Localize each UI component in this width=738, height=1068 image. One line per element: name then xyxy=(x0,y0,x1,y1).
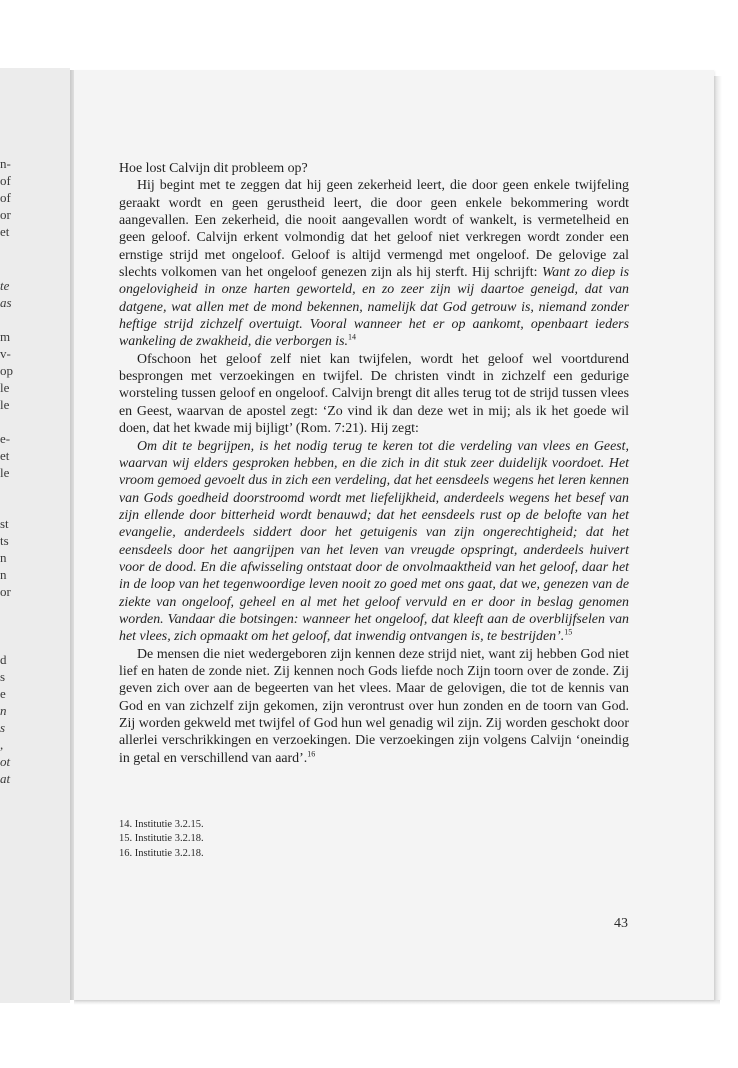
block-quote-text: Om dit te begrijpen, is het nodig terug te keren tot die verdeling van vlees en Geest, waarvan wij elders gesproken hebben, en die zich in dit stuk zeer duidelijk voordoet. Het vroom gemoed gevoelt dus in zich een verdeling, dat het eensdeels wegens het leren kennen van Gods goedheid doorstroomd wordt met liefelijkheid, anderdeels wegens het besef van zijn ellende door bitterheid wordt benauwd; dat het eensdeels rust op de belofte van het evangelie, anderdeels siddert door het getuigenis van zijn ongerechtigheid; dat het eensdeels door het aangrijpen van het leven van vreugde opspringt, anderdeels huivert voor de dood. En die afwisseling ontstaat door de onvolmaaktheid van het geloof, daar het in de loop van het tegenwoordige leven nooit zo goed met ons gaat, dat we, genezen van de ziekte van ongeloof, geheel en al met het geloof vervuld en er door in beslag genomen worden. Vandaar die botsingen: wanneer het ongeloof, dat kleeft aan de overblijfselen van het vlees, zich opmaakt om het geloof, dat inwendig ontvangen is, te bestrijden’. xyxy=(119,438,629,645)
left-fragment: of xyxy=(0,190,11,205)
left-fragment: , xyxy=(0,737,4,752)
left-fragment: n xyxy=(0,550,7,565)
left-fragment: te xyxy=(0,278,10,293)
left-fragment: or xyxy=(0,207,11,222)
left-fragment: at xyxy=(0,771,11,786)
left-fragment: le xyxy=(0,465,10,480)
left-fragment: d xyxy=(0,652,7,667)
footnote-ref-15: 15 xyxy=(564,627,573,637)
left-facing-page xyxy=(0,68,70,1003)
page-stack-bottom-edge xyxy=(74,1000,720,1005)
paragraph-3 xyxy=(119,646,629,767)
paragraph-2: Ofschoon het geloof zelf niet kan twijfelen, wordt het geloof wel voortdurend besprongen met verzoekingen en twijfel. De christen vindt in zichzelf een gedurige worsteling tussen geloof en ongeloof. Calvijn brengt dit alles terug tot de strijd tussen vlees en Geest, waarvan de apostel zegt: ‘Zo vind ik dan deze wet in mij; als ik het goede wil doen, dat het kwade mij bijligt’ (Rom. 7:21). Hij zegt: xyxy=(119,351,629,437)
paragraph-1-text: Hij begint met te zeggen dat hij geen zekerheid leert, die door geen enkele twijfeling geraakt wordt en geen gerustheid leert, die door geen enkele bekommering wordt aangevallen. Een zekerheid, die nooit aangevallen wordt of wankelt, is vermetelheid en geen geloof. Calvijn erkent volmondig dat het geloof niet verkregen wordt zonder een ernstige strijd met ongeloof. Geloof is altijd vermengd met ongeloof. De gelovige zal slechts volkomen van het ongeloof genezen zijn als hij sterft. Hij schrijft: xyxy=(119,178,629,281)
left-fragment: m xyxy=(0,329,11,344)
block-quote xyxy=(119,438,629,646)
left-fragment: or xyxy=(0,584,11,599)
left-fragment: s xyxy=(0,669,6,684)
left-fragment: n- xyxy=(0,156,11,171)
left-fragment: le xyxy=(0,397,10,412)
left-fragment: v- xyxy=(0,346,11,361)
left-fragment: e- xyxy=(0,431,11,446)
left-fragment: ts xyxy=(0,533,9,548)
left-fragment: n xyxy=(0,567,7,582)
footnote-14: 14. Institutie 3.2.15. xyxy=(119,819,204,830)
left-fragment: ot xyxy=(0,754,11,769)
left-fragment: op xyxy=(0,363,13,378)
footnote-16: 16. Institutie 3.2.18. xyxy=(119,847,204,859)
opening-line: Hoe lost Calvijn dit probleem op? xyxy=(119,161,308,176)
footnote-ref-14: 14 xyxy=(348,332,357,342)
left-fragment: n xyxy=(0,703,7,718)
right-page xyxy=(74,70,714,1000)
paragraph-1-quote: Want zo diep is ongelovigheid in onze harten geworteld, en zo zeer zijn wij daartoe geneigd, dat van datgene, wat allen met de mond bekennen, namelijk dat God getrouw is, niemand zonder heftige strijd zichzelf overtuigt. Vooral wanneer het er op aankomt, openbaart ieders wankeling de zwakheid, die verborgen is. xyxy=(119,265,629,350)
footnote-15: 15. Institutie 3.2.18. xyxy=(119,833,204,845)
footnote-ref-16: 16 xyxy=(307,749,316,759)
left-fragment: et xyxy=(0,448,10,463)
page-body-text xyxy=(119,160,629,767)
left-fragment: e xyxy=(0,686,6,701)
left-fragment: st xyxy=(0,516,9,531)
left-fragment: et xyxy=(0,224,10,239)
left-fragment: le xyxy=(0,380,10,395)
footnotes xyxy=(119,818,629,861)
paragraph-1 xyxy=(119,177,629,350)
left-fragment: s xyxy=(0,720,6,735)
paragraph-3-text: De mensen die niet wedergeboren zijn kennen deze strijd niet, want zij hebben God niet lief en haten de zonde niet. Zij kennen noch Gods liefde noch Zijn toorn over de zonde. Zij geven zich over aan de begeerten van het vlees. Maar de gelovigen, die tot de kennis van God en van zichzelf zijn gekomen, zijn verontrust over hun zonden en de toorn van God. Zij worden gekweld met twijfel of God hun wel genadig wil zijn. Zij worden geschokt door allerlei verschrikkingen en verzoekingen. Die verzoekingen zijn volgens Calvijn ‘oneindig in getal en verschillend van aard’. xyxy=(119,646,629,766)
left-fragment: as xyxy=(0,295,12,310)
page-stack-edge xyxy=(714,76,722,1000)
left-fragment: of xyxy=(0,173,11,188)
page-number: 43 xyxy=(614,916,628,931)
